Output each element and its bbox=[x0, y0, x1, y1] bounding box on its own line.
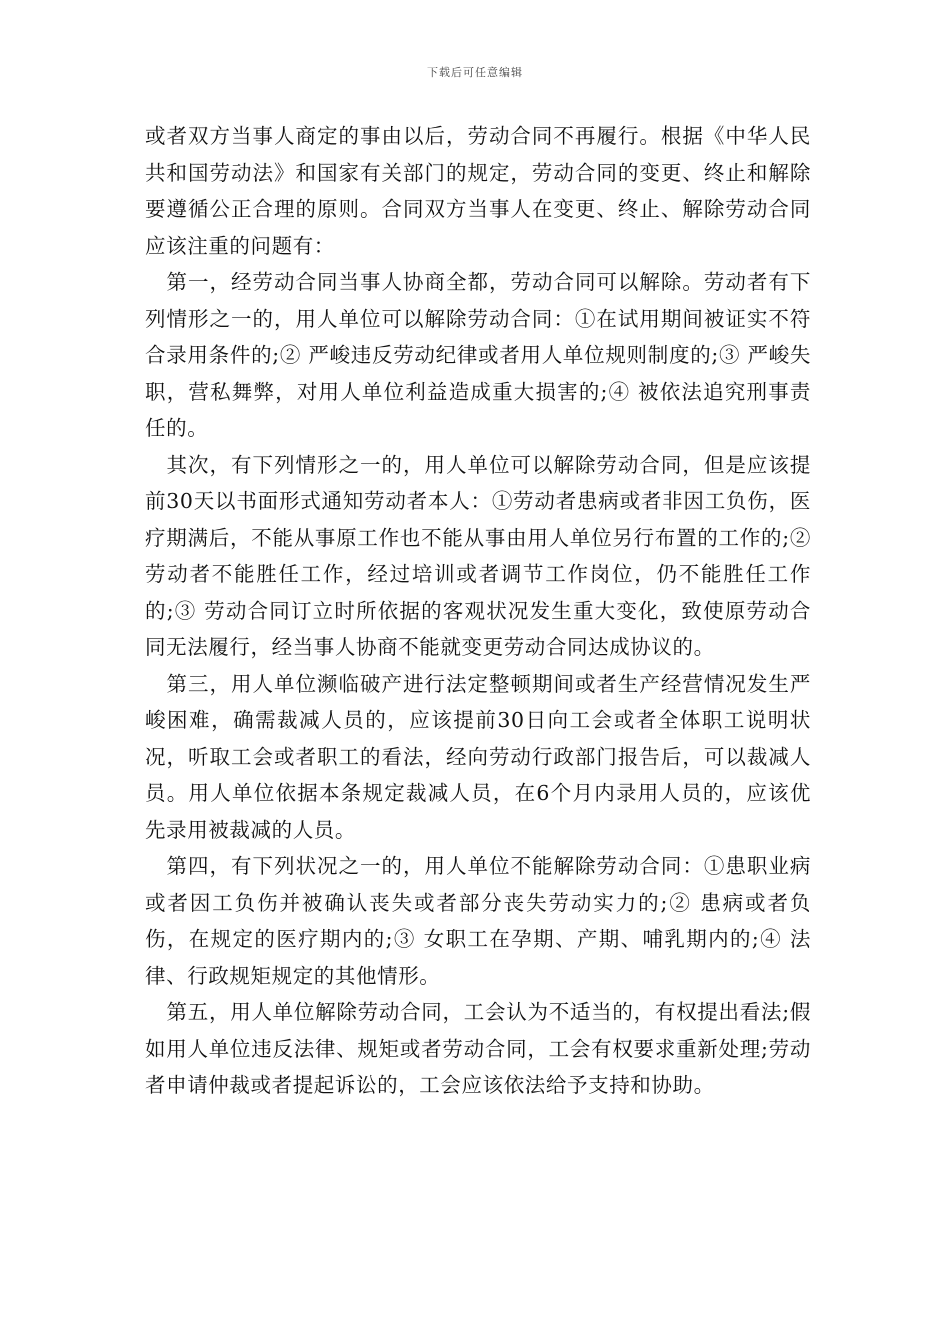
paragraph-second: 其次，有下列情形之一的，用人单位可以解除劳动合同，但是应该提前30天以书面形式通知劳动者本人：①劳动者患病或者非因工负伤，医疗期满后，不能从事原工作也不能从事由用人单位另行布置的工作的;② 劳动者不能胜任工作，经过培训或者调节工作岗位，仍不能胜任工作的;③ 劳动合同订立时所依据的客观状况发生重大变化，致使原劳动合同无法履行，经当事人协商不能就变更劳动合同达成协议的。 bbox=[145, 452, 811, 659]
paragraph-fourth: 第四，有下列状况之一的，用人单位不能解除劳动合同：①患职业病或者因工负伤并被确认丧失或者部分丧失劳动实力的;② 患病或者负伤，在规定的医疗期内的;③ 女职工在孕期、产期、哺乳期内的;④ 法律、行政规矩规定的其他情形。 bbox=[145, 854, 811, 988]
page-header: 下载后可任意编辑 bbox=[427, 66, 523, 79]
paragraph-fifth: 第五，用人单位解除劳动合同，工会认为不适当的，有权提出看法;假如用人单位违反法律、规矩或者劳动合同，工会有权要求重新处理;劳动者申请仲裁或者提起诉讼的，工会应该依法给予支持和协助。 bbox=[145, 1000, 811, 1097]
paragraph-first: 第一，经劳动合同当事人协商全都，劳动合同可以解除。劳动者有下列情形之一的，用人单位可以解除劳动合同：①在试用期间被证实不符合录用条件的;② 严峻违反劳动纪律或者用人单位规则制度的;③ 严峻失职，营私舞弊，对用人单位利益造成重大损害的;④ 被依法追究刑事责任的。 bbox=[145, 270, 811, 440]
document-body bbox=[145, 118, 811, 1104]
paragraph-third: 第三，用人单位濒临破产进行法定整顿期间或者生产经营情况发生严峻困难，确需裁减人员的，应该提前30日向工会或者全体职工说明状况，听取工会或者职工的看法，经向劳动行政部门报告后，可以裁减人员。用人单位依据本条规定裁减人员，在6个月内录用人员的，应该优先录用被裁减的人员。 bbox=[145, 671, 811, 842]
paragraph-continuation: 或者双方当事人商定的事由以后，劳动合同不再履行。根据《中华人民共和国劳动法》和国家有关部门的规定，劳动合同的变更、终止和解除要遵循公正合理的原则。合同双方当事人在变更、终止、解除劳动合同应该注重的问题有： bbox=[145, 124, 811, 258]
